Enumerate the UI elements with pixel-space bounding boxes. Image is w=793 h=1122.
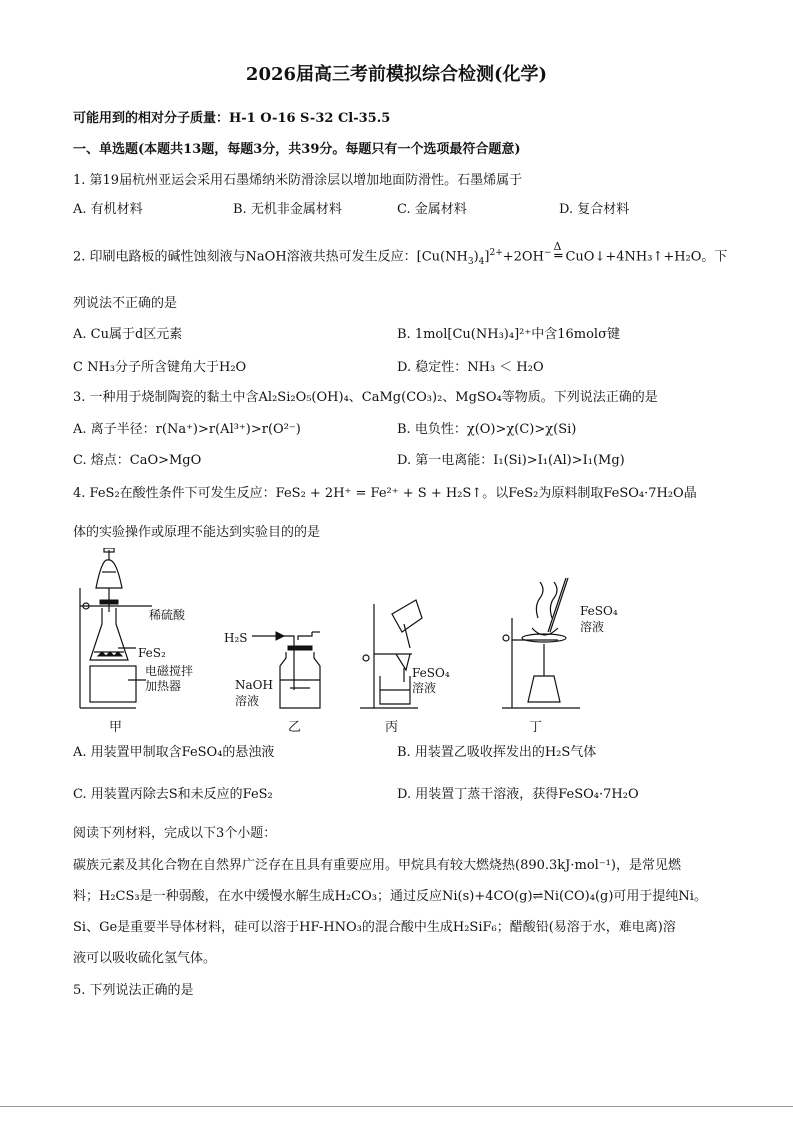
question-3-option-b: B. 电负性：χ(O)>χ(C)>χ(Si) <box>397 422 577 437</box>
question-1-option-d: D. 复合材料 <box>559 202 630 217</box>
label-feso4-d: FeSO₄ <box>580 604 618 618</box>
caption-jia: 甲 <box>109 720 123 735</box>
apparatus-jia <box>80 548 152 708</box>
question-2-option-b: B. 1mol[Cu(NH₃)₄]²⁺中含16molσ键 <box>397 327 620 342</box>
question-1-stem: 1. 第19届杭州亚运会采用石墨烯纳米防滑涂层以增加地面防滑性。石墨烯属于 <box>73 173 523 188</box>
question-3-option-c: C. 熔点：CaO>MgO <box>73 453 202 468</box>
question-1-option-c: C. 金属材料 <box>397 202 467 217</box>
question-4-stem: 4. FeS₂在酸性条件下可发生反应：FeS₂ + 2H⁺ = Fe²⁺ + S + H₂S↑。以FeS₂为原料制取FeSO₄·7H₂O晶 <box>73 486 697 501</box>
question-4-stem-line2: 体的实验操作或原理不能达到实验目的的是 <box>73 525 321 540</box>
label-feso4-d-solution: 溶液 <box>580 620 605 634</box>
question-2-stem-line2: 列说法不正确的是 <box>73 296 178 311</box>
caption-bing: 丙 <box>385 720 399 735</box>
label-feso4-c-solution: 溶液 <box>412 681 437 695</box>
question-1-option-a: A. 有机材料 <box>73 202 143 217</box>
label-stirrer-line1: 电磁搅拌 <box>145 664 194 678</box>
question-5-stem: 5. 下列说法正确的是 <box>73 983 194 998</box>
heat-mark: Δ <box>553 240 562 254</box>
label-feso4-c: FeSO₄ <box>412 666 450 680</box>
question-4-option-d: D. 用装置丁蒸干溶液，获得FeSO₄·7H₂O <box>397 787 639 802</box>
question-2-option-c: C NH₃分子所含键角大于H₂O <box>73 360 247 375</box>
caption-yi: 乙 <box>288 720 302 735</box>
reading-intro: 阅读下列材料，完成以下3个小题： <box>73 826 277 841</box>
reading-paragraph-line3: Si、Ge是重要半导体材料，硅可以溶于HF-HNO₃的混合酸中生成H₂SiF₆；醋酸铅(易溶于水，难电离)溶 <box>73 920 676 935</box>
question-3-option-d: D. 第一电离能：I₁(Si)>I₁(Al)>I₁(Mg) <box>397 453 625 468</box>
label-stirrer-line2: 加热器 <box>145 679 182 693</box>
label-fes2: FeS₂ <box>138 646 166 660</box>
question-3-option-a: A. 离子半径：r(Na⁺)>r(Al³⁺)>r(O²⁻) <box>73 422 301 437</box>
page-bottom-rule <box>0 1106 793 1107</box>
question-4-option-c: C. 用装置丙除去S和未反应的FeS₂ <box>73 787 273 802</box>
caption-ding: 丁 <box>529 720 543 735</box>
label-naoh-solution: 溶液 <box>235 694 260 708</box>
section-heading: 一、单选题(本题共13题，每题3分，共39分。每题只有一个选项最符合题意) <box>73 142 521 157</box>
apparatus-yi <box>252 632 320 708</box>
question-2-stem: 2. 印刷电路板的碱性蚀刻液与NaOH溶液共热可发生反应：$[Cu(NH_3)_4]^{2+}+2OH^-$ Δ ═ CuO↓+4NH₃↑+H₂O。下 <box>73 240 728 267</box>
question-4-option-a: A. 用装置甲制取含FeSO₄的悬浊液 <box>73 745 275 760</box>
question-2-option-a: A. Cu属于d区元素 <box>73 327 183 342</box>
apparatus-ding <box>502 578 580 708</box>
label-dilute-sulfuric-acid: 稀硫酸 <box>149 608 186 622</box>
question-2-option-d: D. 稳定性：NH₃ ＜ H₂O <box>397 360 544 375</box>
question-4-option-b: B. 用装置乙吸收挥发出的H₂S气体 <box>397 745 597 760</box>
page-title: 2026届高三考前模拟综合检测(化学) <box>245 64 548 85</box>
relative-masses: 可能用到的相对分子质量：H-1 O-16 S-32 Cl-35.5 <box>73 111 391 126</box>
reading-paragraph-line4: 液可以吸收硫化氢气体。 <box>73 951 217 966</box>
reading-paragraph-line2: 料；H₂CS₃是一种弱酸，在水中缓慢水解生成H₂CO₃；通过反应Ni(s)+4CO(g)⇌Ni(CO)₄(g)可用于提纯Ni。 <box>73 889 707 904</box>
reading-paragraph-line1: 碳族元素及其化合物在自然界广泛存在且具有重要应用。甲烷具有较大燃烧热(890.3kJ·mol⁻¹)，是常见燃 <box>73 858 681 873</box>
label-naoh: NaOH <box>235 678 273 692</box>
label-h2s: H₂S <box>224 631 248 645</box>
question-1-option-b: B. 无机非金属材料 <box>233 202 342 217</box>
question-3-stem: 3. 一种用于烧制陶瓷的黏土中含Al₂Si₂O₅(OH)₄、CaMg(CO₃)₂、MgSO₄等物质。下列说法正确的是 <box>73 390 658 405</box>
